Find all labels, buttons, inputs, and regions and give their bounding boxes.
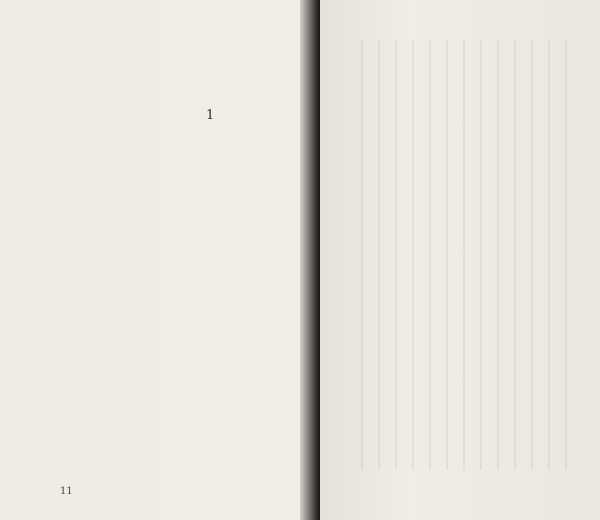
section-number: 1 [206,108,215,123]
show-through-text [350,40,570,470]
page-number: 11 [60,486,73,497]
right-page [320,0,600,520]
body-text [16,58,296,478]
